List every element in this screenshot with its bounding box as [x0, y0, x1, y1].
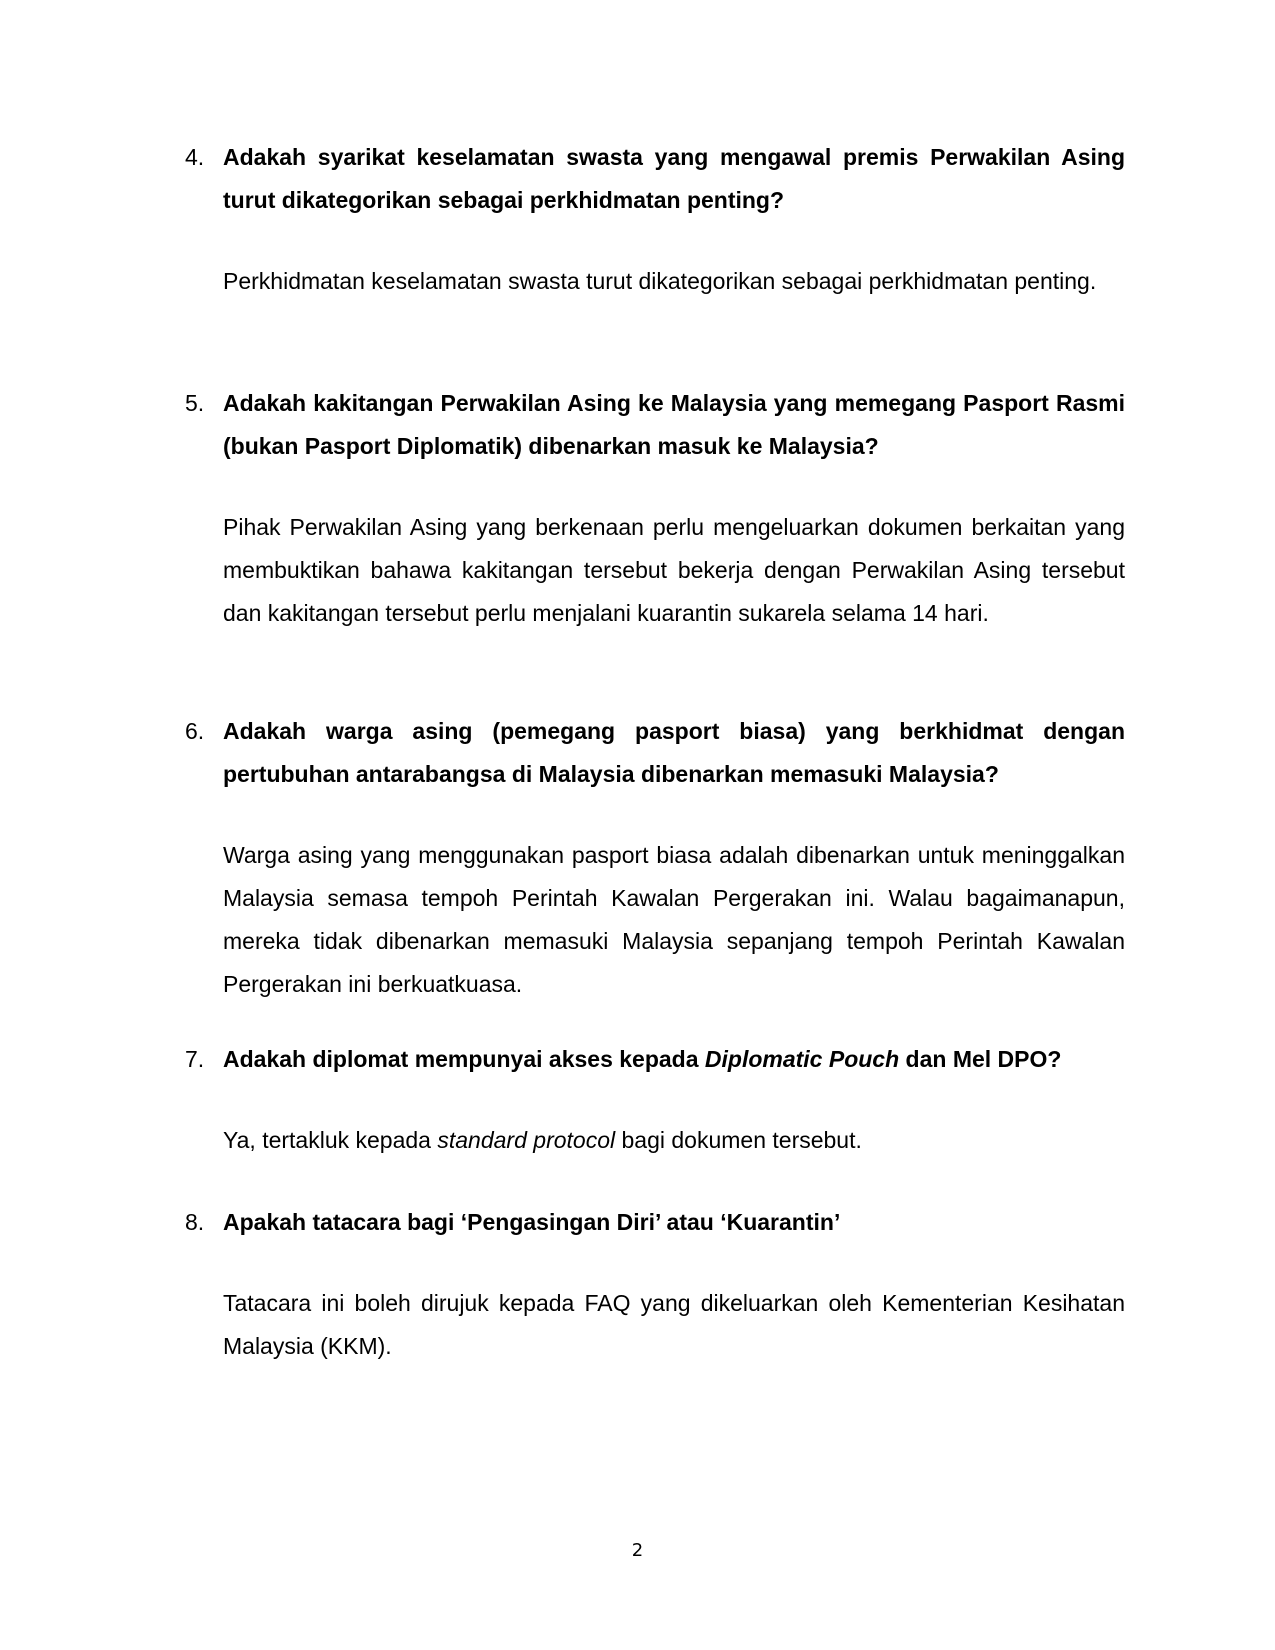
question — [185, 1201, 1125, 1244]
answer-text: Tatacara ini boleh dirujuk kepada FAQ yang dikeluarkan oleh Kementerian Kesihatan Malaysia (KKM). — [223, 1290, 1125, 1359]
question-text: Adakah kakitangan Perwakilan Asing ke Malaysia yang memegang Pasport Rasmi (bukan Pasport Diplomatik) dibenarkan masuk ke Malaysia? — [223, 390, 1125, 459]
answer-text — [223, 1119, 1125, 1162]
question-text: Adakah warga asing (pemegang pasport biasa) yang berkhidmat dengan pertubuhan antarabangsa di Malaysia dibenarkan memasuki Malaysia? — [223, 718, 1125, 787]
answer-text-end: bagi dokumen tersebut. — [615, 1127, 862, 1153]
page-number: 2 — [631, 1540, 644, 1561]
question-number: 7. — [185, 1046, 205, 1072]
faq-item-6 — [185, 710, 1125, 1006]
faq-item-8 — [185, 1201, 1125, 1368]
question-text-italic: Diplomatic Pouch — [704, 1046, 900, 1072]
question — [185, 710, 1125, 796]
faq-item-5 — [185, 382, 1125, 635]
faq-item-7 — [185, 1038, 1125, 1162]
question-text: Apakah tatacara bagi ‘Pengasingan Diri’ atau ‘Kuarantin’ — [223, 1209, 841, 1235]
question-text: Adakah syarikat keselamatan swasta yang mengawal premis Perwakilan Asing turut dikategorikan sebagai perkhidmatan penting? — [223, 144, 1125, 213]
question-text-start: Adakah diplomat mempunyai akses kepada — [223, 1046, 705, 1072]
question — [185, 136, 1125, 222]
answer-text: Warga asing yang menggunakan pasport biasa adalah dibenarkan untuk meninggalkan Malaysia semasa tempoh Perintah Kawalan Pergerakan ini. Walau bagaimanapun, mereka tidak dibenarkan memasuki Malaysia sepanjang tempoh Perintah Kawalan Pergerakan ini berkuatkuasa. — [223, 842, 1125, 997]
question — [185, 382, 1125, 468]
question-number: 4. — [185, 144, 205, 170]
answer-text: Perkhidmatan keselamatan swasta turut dikategorikan sebagai perkhidmatan penting. — [223, 268, 1097, 294]
question-number: 5. — [185, 390, 205, 416]
question-text-end: dan Mel DPO? — [899, 1046, 1062, 1072]
question-text — [223, 1038, 1125, 1081]
answer-text: Pihak Perwakilan Asing yang berkenaan perlu mengeluarkan dokumen berkaitan yang membuktikan bahawa kakitangan tersebut bekerja dengan Perwakilan Asing tersebut dan kakitangan tersebut perlu menjalani kuarantin sukarela selama 14 hari. — [223, 514, 1125, 626]
question — [185, 1038, 1125, 1081]
answer-text-start: Ya, tertakluk kepada — [223, 1127, 438, 1153]
faq-item-4 — [185, 136, 1125, 303]
answer-text-italic: standard protocol — [437, 1127, 616, 1153]
question-number: 8. — [185, 1209, 205, 1235]
question-number: 6. — [185, 718, 205, 744]
